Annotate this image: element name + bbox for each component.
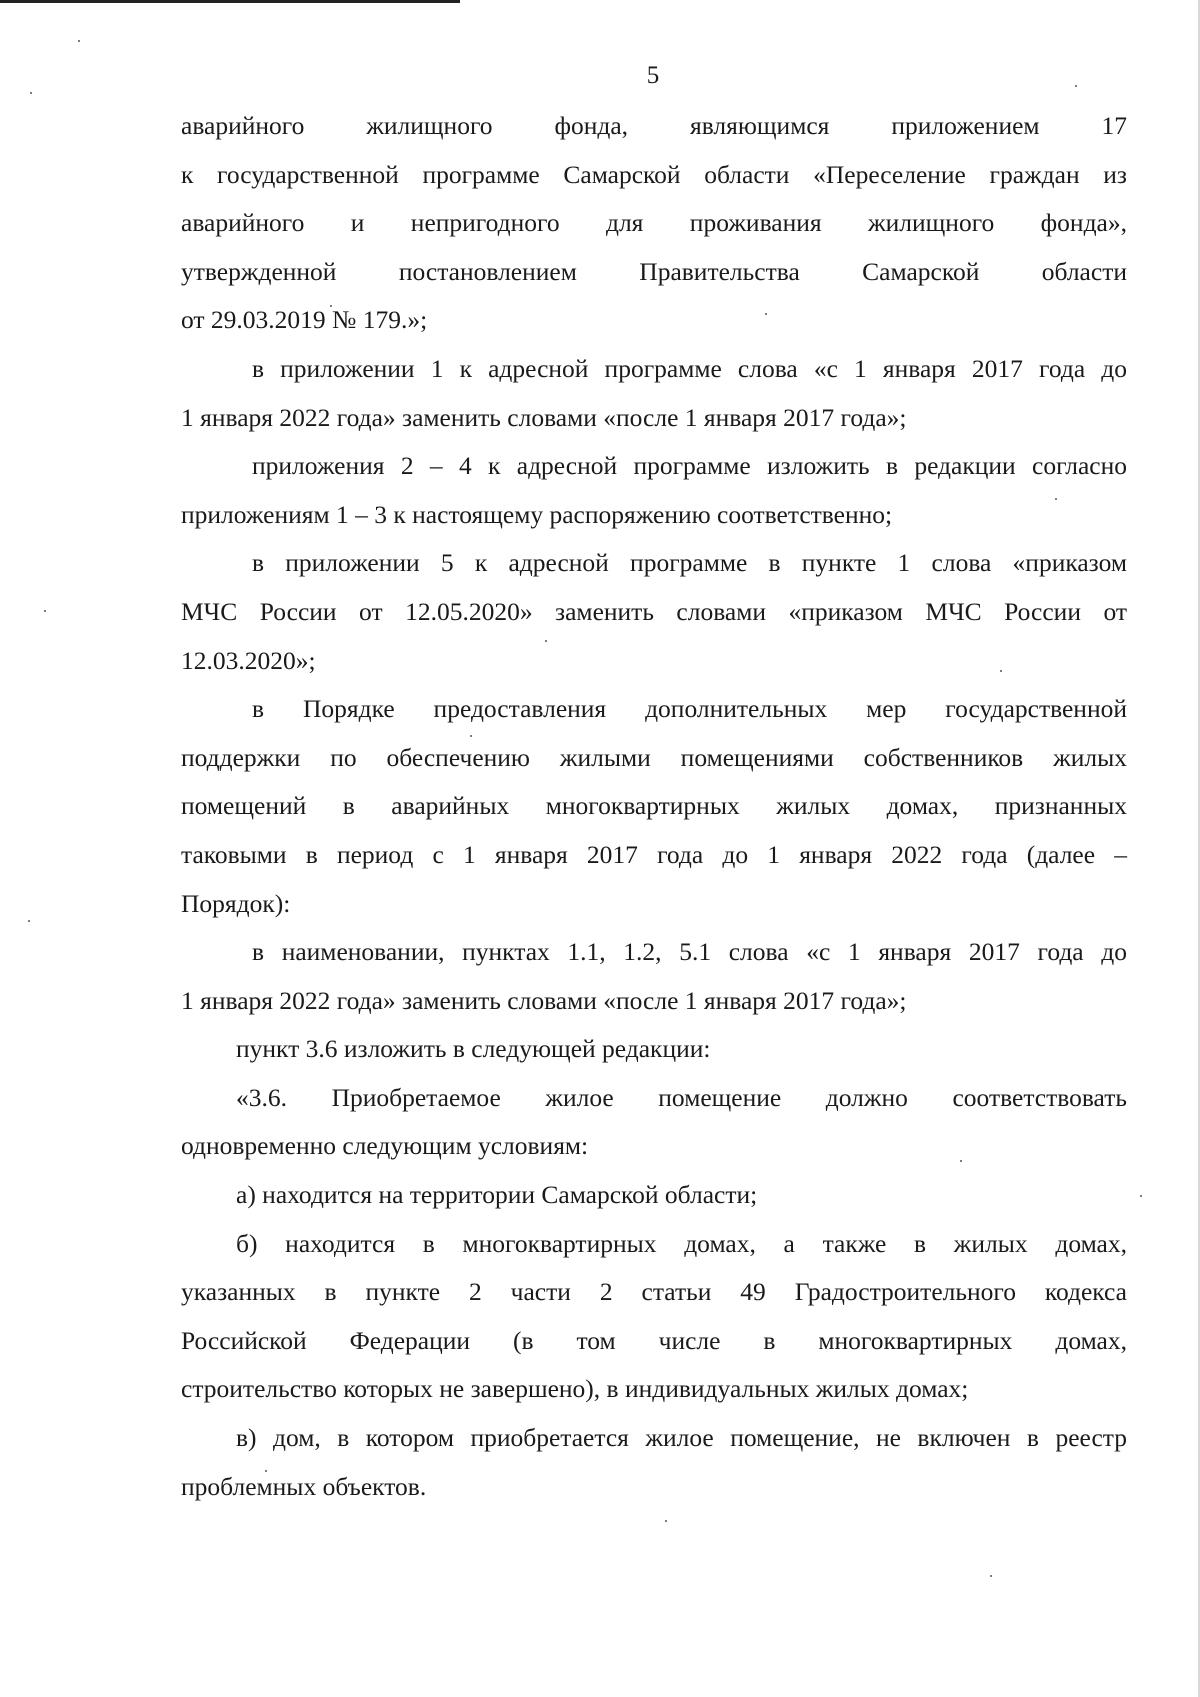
- text-line: к государственной программе Самарской области «Переселение граждан из: [181, 159, 1127, 189]
- text-line: в) дом, в котором приобретается жилое помещение, не включен в реестр: [236, 1423, 1127, 1453]
- text-line: в наименовании, пунктах 1.1, 1.2, 5.1 слова «с 1 января 2017 года до: [252, 937, 1127, 967]
- scan-speck: [665, 1520, 667, 1522]
- document-body: [181, 102, 1127, 1511]
- scan-top-rule: [0, 0, 460, 3]
- text-line: в Порядке предоставления дополнительных мер государственной: [252, 694, 1127, 724]
- scan-speck: [78, 40, 80, 42]
- text-line: приложениям 1 – 3 к настоящему распоряжению соответственно;: [181, 499, 893, 529]
- text-line: а) находится на территории Самарской области;: [236, 1180, 758, 1210]
- text-line: б) находится в многоквартирных домах, а также в жилых домах,: [236, 1228, 1127, 1258]
- text-line: «3.6. Приобретаемое жилое помещение должно соответствовать: [236, 1082, 1127, 1112]
- text-line: одновременно следующим условиям:: [181, 1131, 589, 1161]
- text-line: проблемных объектов.: [181, 1471, 427, 1501]
- text-line: утвержденной постановлением Правительства Самарской области: [181, 256, 1127, 286]
- text-line: 1 января 2022 года» заменить словами «после 1 января 2017 года»;: [181, 985, 907, 1015]
- text-line: поддержки по обеспечению жилыми помещениями собственников жилых: [181, 742, 1127, 772]
- scan-speck: [44, 610, 46, 612]
- scan-speck: [1140, 1195, 1142, 1197]
- text-line: аварийного и непригодного для проживания жилищного фонда»,: [181, 208, 1127, 238]
- scan-speck: [28, 920, 30, 922]
- text-line: Российской Федерации (в том числе в многоквартирных домах,: [181, 1325, 1127, 1355]
- text-line: пункт 3.6 изложить в следующей редакции:: [236, 1034, 711, 1064]
- page-number: 5: [646, 62, 660, 89]
- text-line: помещений в аварийных многоквартирных жилых домах, признанных: [181, 791, 1127, 821]
- scan-speck: [30, 92, 32, 94]
- scan-speck: [990, 1575, 992, 1577]
- text-line: 1 января 2022 года» заменить словами «после 1 января 2017 года»;: [181, 402, 907, 432]
- text-line: в приложении 5 к адресной программе в пункте 1 слова «приказом: [252, 548, 1127, 578]
- text-line: 12.03.2020»;: [181, 645, 316, 675]
- text-line: приложения 2 – 4 к адресной программе изложить в редакции согласно: [252, 451, 1127, 481]
- text-line: аварийного жилищного фонда, являющимся приложением 17: [181, 111, 1127, 140]
- text-line: таковыми в период с 1 января 2017 года до 1 января 2022 года (далее –: [181, 839, 1127, 869]
- text-line: Порядок):: [181, 888, 291, 918]
- text-line: МЧС России от 12.05.2020» заменить словами «приказом МЧС России от: [181, 596, 1127, 626]
- text-line: строительство которых не завершено), в индивидуальных жилых домах;: [181, 1374, 969, 1404]
- text-line: от 29.03.2019 № 179.»;: [181, 305, 428, 335]
- text-line: указанных в пункте 2 части 2 статьи 49 Градостроительного кодекса: [181, 1277, 1127, 1307]
- text-line: в приложении 1 к адресной программе слова «с 1 января 2017 года до: [252, 353, 1127, 383]
